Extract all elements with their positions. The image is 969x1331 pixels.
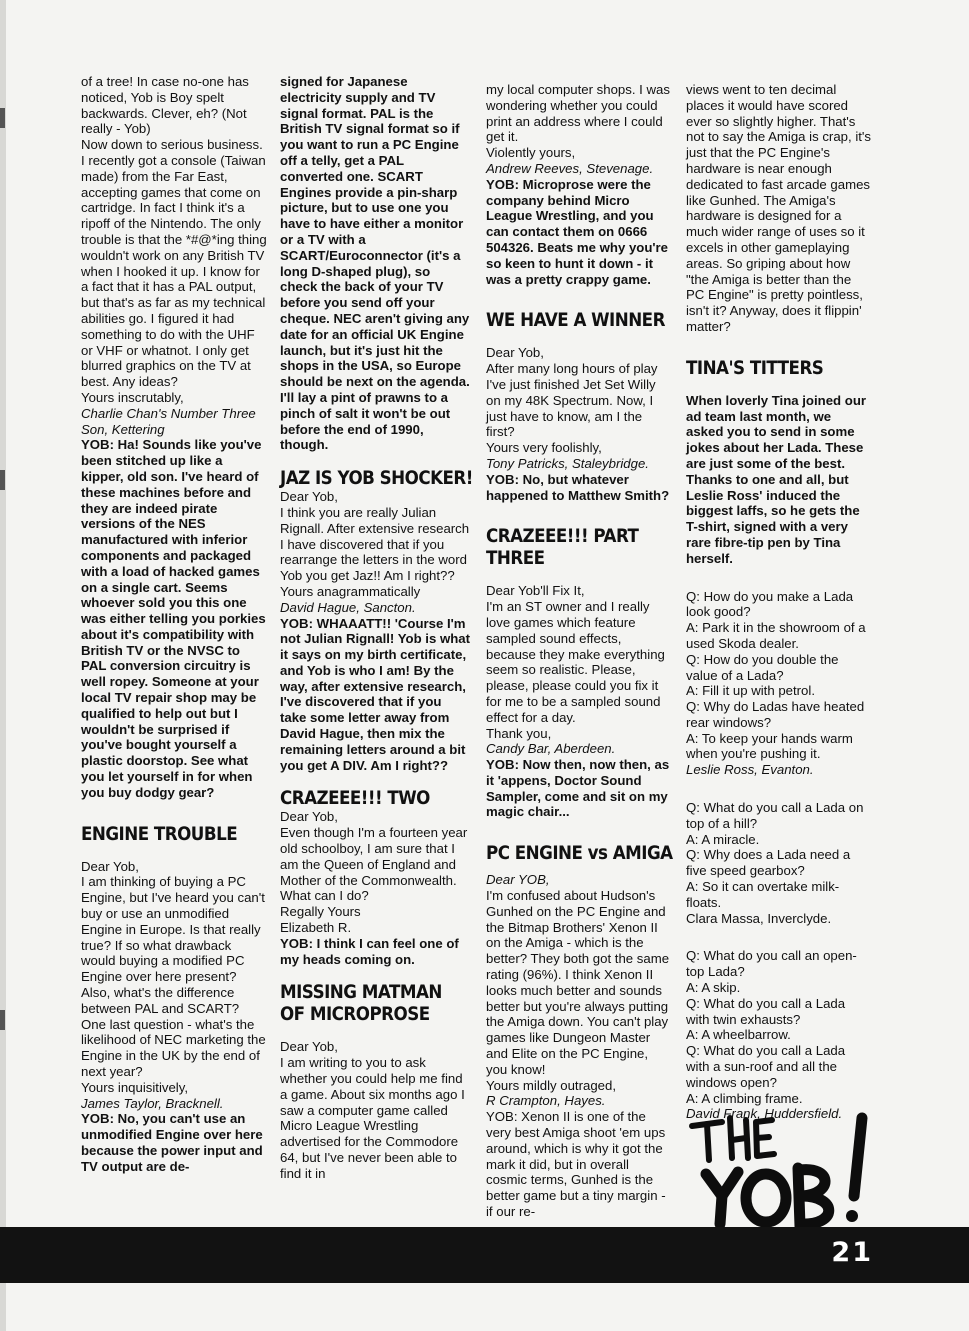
column-3 xyxy=(486,82,672,1220)
letter-text: I am writing to you to ask whether you could help me find a game. About six months ago I saw a computer game called Micro League Wrestling advertised for the Commodore 64, but I've never been able to find it in xyxy=(280,1055,465,1181)
letter-text: Now down to serious business. I recently got a console (Taiwan made) from the Far East, accepting games that come on cartridge. In fact I think it's a ripoff of the Nintendo. The only trouble is that the *#@*ing thing wouldn't work on any British TV when I hooked it up. I know for a fact that it has a PAL output, but that's as far as my technical abilities go. I figured it had something to do with the UHF or VHF or whatnot. I only get blurred graphics on the TV at best. Any ideas? xyxy=(81,137,267,390)
joke-line: Q: What do you call a Lada with a sun-roof and all the windows open? xyxy=(686,1043,846,1090)
yob-reply: YOB: No, you can't use an unmodified Engine over here because the power input and TV output are de- xyxy=(81,1111,263,1174)
joke-line: Q: Why does a Lada need a five speed gearbox? xyxy=(686,847,851,879)
letter-text: I'm confused about Hudson's Gunhed on the PC Engine and the Bitmap Brothers' Xenon II on the Amiga - which is the better? They both got the same rating (96%). I think Xenon II looks much better and sounds better but you're always putting the Amiga down. You can't play games like Dungeon Master and Elite on the PC Engine, you know! xyxy=(486,888,670,1077)
letter-greeting: Dear Yob, xyxy=(81,858,139,874)
yob-reply: YOB: Microprose were the company behind Micro League Wrestling, and you can contact them on 0666 504326. Beats me why you're so keen to hunt it down - it was a pretty crappy game. xyxy=(486,176,668,287)
joke-line: A: A miracle. xyxy=(686,831,760,847)
section-heading: WE HAVE A WINNER xyxy=(486,309,665,332)
section-heading: PC ENGINE vs AMIGA xyxy=(486,842,673,865)
letter-signoff: Yours inscrutably, xyxy=(81,389,184,405)
section-intro: When loverly Tina joined our ad team last month, we asked you to send in some jokes about her Lada. These are just some of the best. Thanks to one and all, but Leslie Ross' induced the biggest laffs, so he gets the T-shirt, signed with a very rare fibre-tip pen by Tina herself. xyxy=(686,392,867,566)
column-2 xyxy=(280,74,473,1182)
column-1 xyxy=(81,74,267,1175)
joke-line: Q: What do you call an open-top Lada? xyxy=(686,948,857,980)
joke-line: A: A climbing frame. xyxy=(686,1090,803,1106)
yob-reply: YOB: No, but whatever happened to Matthew Smith? xyxy=(486,471,670,503)
joke-signature: Leslie Ross, Evanton. xyxy=(686,762,814,778)
letter-greeting: Dear Yob'll Fix It, xyxy=(486,583,585,599)
letter-greeting: Dear Yob, xyxy=(280,1039,338,1055)
letter-signature: David Hague, Sancton. xyxy=(280,599,416,615)
letter-signature: James Taylor, Bracknell. xyxy=(81,1095,224,1111)
letter-text: Even though I'm a fourteen year old schoolboy, I am sure that I am the Queen of England and Mother of the Commonwealth. What can I do? xyxy=(280,825,468,904)
joke-line: A: A wheelbarrow. xyxy=(686,1027,791,1043)
section-heading: CRAZEEE!!! PART THREE xyxy=(486,525,639,570)
page-edge-shadow xyxy=(0,0,6,1331)
binding-mark xyxy=(0,470,5,490)
joke-signature: Clara Massa, Inverclyde. xyxy=(686,910,832,926)
letter-signature: Charlie Chan's Number Three Son, Kettering xyxy=(81,405,256,437)
reply-continuation: views went to ten decimal places it would have scored ever so slightly higher. That's not to say the Amiga is crap, it's just that the PC Engine's hardware is near enough dedicated to fast arcade games like Gunhed. The Amiga's hardware is designed for a much wider range of uses so it excels in other gameplaying areas. So griping about how "the Amiga is better than the PC Engine" is pretty pointless, isn't it? Anyway, does it flippin' matter? xyxy=(686,82,872,334)
binding-mark xyxy=(0,1010,5,1030)
joke-line: Q: How do you double the value of a Lada? xyxy=(686,651,839,683)
section-heading: CRAZEEE!!! TWO xyxy=(280,787,430,810)
joke-line: Q: Why do Ladas have heated rear windows? xyxy=(686,699,865,730)
binding-mark xyxy=(0,108,5,128)
section-heading: MISSING MATMAN OF MICROPROSE xyxy=(280,981,442,1026)
joke-line: A: Fill it up with petrol. xyxy=(686,683,815,699)
yob-reply: signed for Japanese electricity supply and TV signal format. PAL is the British TV signal format so if you want to run a PC Engine off a telly, get a PAL converted one. SCART Engines provide a pin-sharp picture, but to use one you have to have either a monitor or a TV with a SCART/Euroconnector (it's a long D-shaped plug), so check the back of your TV before you send off your cheque. NEC aren't giving any date for an official UK Engine launch, but it's just hit the shops in the USA, so Europe should be next on the agenda. I'll lay a pint of prawns to a pinch of salt it won't be out before the end of 1990, though. xyxy=(280,74,470,453)
letter-text: I am thinking of buying a PC Engine, but I've heard you can't buy or use an unmodified Engine in Europe. Is that really true? If so what drawback would buying a modified PC Engine over here present? Also, what's the difference between PAL and SCART? xyxy=(81,874,265,1016)
letter-signoff: Regally Yours xyxy=(280,904,361,920)
joke-line: Q: What do you call a Lada on top of a hill? xyxy=(686,800,864,831)
letter-signature: Candy Bar, Aberdeen. xyxy=(486,741,616,757)
letter-signoff: Yours mildly outraged, xyxy=(486,1077,616,1093)
yob-reply: YOB: WHAAATT!! 'Course I'm not Julian Rignall! Yob is what it says on my birth certificate, and Yob is who I am! By the way, after extensive research, I've discovered that if you take some letter away from David Hague, then mix the remaining letters around a bit you get A DIV. Am I right?? xyxy=(280,615,471,773)
letter-signoff: Violently yours, xyxy=(486,145,576,161)
letter-text: I'm an ST owner and I really love games which feature sampled sound effects, because they make everything seem so realistic. Please, please, please could you fix it for me to be a sampled sound effect for a day. xyxy=(486,599,665,725)
letter-signoff: Yours inquisitively, xyxy=(81,1079,189,1095)
letter-text: my local computer shops. I was wondering whether you could print an address where I could get it. xyxy=(486,82,670,145)
letter-greeting: Dear Yob, xyxy=(280,809,338,825)
yob-reply: YOB: Xenon II is one of the very best Amiga shoot 'em ups around, which is why it got the mark it did, but in overall cosmic terms, Gunhed is the better game but a tiny margin - if our re- xyxy=(486,1109,666,1220)
letter-signoff: Yours anagrammatically xyxy=(280,583,421,599)
letter-greeting: Dear YOB, xyxy=(486,872,550,888)
page-number: 21 xyxy=(831,1237,873,1268)
letter-signoff: Thank you, xyxy=(486,725,552,741)
letter-text: After many long hours of play I've just finished Jet Set Willy on my 48K Spectrum. Now, I just have to know, am I the first? xyxy=(486,361,658,440)
footer-bar xyxy=(0,1227,969,1283)
section-heading: ENGINE TROUBLE xyxy=(81,822,238,845)
joke-line: A: Park it in the showroom of a used Skoda dealer. xyxy=(686,620,866,651)
column-4 xyxy=(686,82,872,1122)
yob-logo xyxy=(686,1112,876,1228)
letter-signature: R Crampton, Hayes. xyxy=(486,1093,606,1109)
letter-greeting: Dear Yob, xyxy=(486,345,544,361)
joke-signature: David Frank, Huddersfield. xyxy=(686,1106,843,1122)
letter-signoff: Yours very foolishly, xyxy=(486,440,602,456)
joke-line: Q: How do you make a Lada look good? xyxy=(686,588,854,620)
letter-signature: Elizabeth R. xyxy=(280,920,352,936)
section-heading: JAZ IS YOB SHOCKER! xyxy=(280,467,473,490)
yob-reply: YOB: Now then, now then, as it 'appens, Doctor Sound Sampler, come and sit on my magic chair... xyxy=(486,757,670,820)
joke-line: Q: What do you call a Lada with twin exhausts? xyxy=(686,995,846,1027)
letter-signature: Andrew Reeves, Stevenage. xyxy=(486,160,654,176)
letter-text: I think you are really Julian Rignall. After extensive research I have discovered that if you rearrange the letters in the word Yob you get Jaz!! Am I right?? xyxy=(280,504,470,584)
joke-line: A: So it can overtake milk-floats. xyxy=(686,879,840,910)
letter-text: of a tree! In case no-one has noticed, Yob is Boy spelt backwards. Clever, eh? (Not really - Yob) xyxy=(81,74,249,137)
section-heading: TINA'S TITTERS xyxy=(686,356,824,379)
yob-reply: YOB: Ha! Sounds like you've been stitched up like a kipper, old son. I've heard of these machines before and they are indeed pirate versions of the NES manufactured with inferior components and packaged with a load of hacked games on a single cart. Seems whoever sold you this one was either telling you porkies about it's compatibility with British TV or the NVSC to PAL conversion circuitry is well ropey. Someone at your local TV repair shop may be qualified to help out but I wouldn't be surprised if you've bought yourself a plastic doorstop. See what you let yourself in for when you buy dodgy gear? xyxy=(81,437,266,800)
joke-line: A: To keep your hands warm when you're pushing it. xyxy=(686,730,853,762)
joke-line: A: A skip. xyxy=(686,980,741,996)
letter-signature: Tony Patricks, Staleybridge. xyxy=(486,455,649,471)
letter-text: One last question - what's the likelihood of NEC marketing the Engine in the UK by the end of next year? xyxy=(81,1016,266,1080)
yob-reply: YOB: I think I can feel one of my heads coming on. xyxy=(280,935,459,967)
letter-greeting: Dear Yob, xyxy=(280,489,338,505)
